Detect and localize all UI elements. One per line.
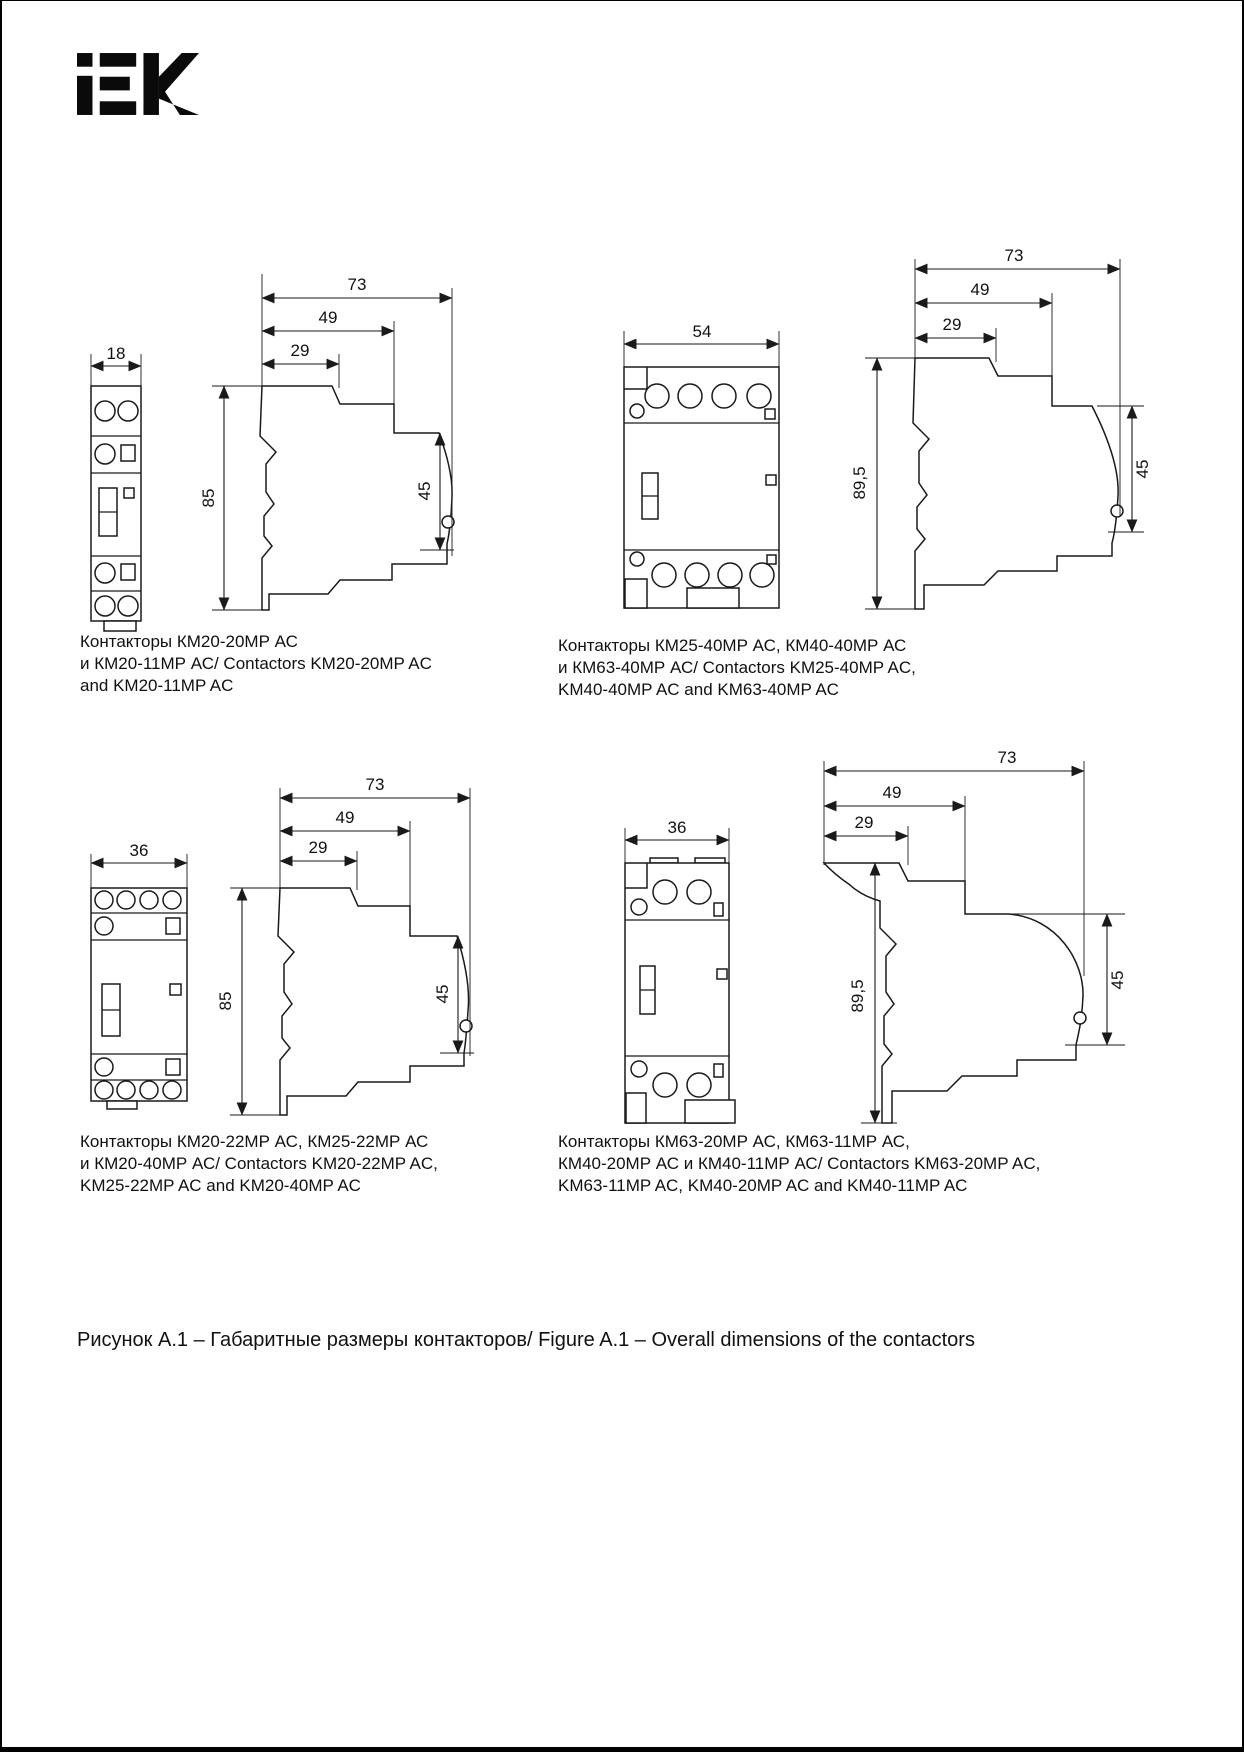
drawing-group-2 [552,211,1192,641]
g2-dim-overall-depth: 73 [1004,246,1024,265]
g2-dim-front-width: 54 [692,322,712,341]
g1-dim-mid-depth: 49 [318,308,338,327]
g4-dim-overall-depth: 73 [997,748,1017,767]
g1-dim-overall-depth: 73 [347,275,367,294]
g3-dim-front-width: 36 [129,841,149,860]
g1-dim-front-height: 45 [415,481,434,501]
caption-group-2-line1: Контакторы КМ25-40МР АС, КМ40-40МР АС [558,636,907,655]
g4-dim-mid-depth: 49 [882,783,902,802]
g1-dim-height: 85 [199,488,218,508]
caption-group-4-line2: КМ40-20МР АС и КМ40-11МР АС/ Contactors KM63-20MP AC, [558,1154,1041,1173]
caption-group-3-line3: KM25-22MP AC and KM20-40MP AC [80,1176,361,1195]
g1-dim-inner-depth: 29 [290,341,310,360]
g3-dim-height: 85 [216,991,235,1011]
iek-logo-glyphs [77,53,199,115]
caption-group-1-line2: и КМ20-11МР АС/ Contactors KM20-20MP AC [80,654,432,673]
drawing-group-4 [547,666,1202,1126]
caption-group-4 [558,1131,1040,1197]
caption-group-1-line3: and KM20-11MP AC [80,676,234,695]
g3-dim-front-height: 45 [433,984,452,1004]
g4-dim-front-width: 36 [667,818,687,837]
g2-dim-mid-depth: 49 [970,280,990,299]
g3-front-view-drawing [91,888,187,1109]
g3-dim-mid-depth: 49 [335,808,355,827]
g2-dim-inner-depth: 29 [942,315,962,334]
caption-group-3-line2: и КМ20-40МР АС/ Contactors KM20-22MP AC, [80,1154,438,1173]
g2-dim-height: 89,5 [850,466,869,500]
drawing-group-1 [62,226,512,636]
iek-logo [77,53,199,115]
g2-side-view-drawing [913,358,1123,609]
g4-front-view-drawing [625,858,735,1123]
g1-front-view-drawing [91,386,141,631]
g3-dim-inner-depth: 29 [308,838,328,857]
caption-group-4-line1: Контакторы КМ63-20МР АС, КМ63-11МР АС, [558,1132,910,1151]
caption-group-4-line3: KM63-11MP AC, KM40-20MP AC and KM40-11MP AC [558,1176,968,1195]
caption-group-2-line2: и КМ63-40МР АС/ Contactors KM25-40MP AC, [558,658,916,677]
g2-dim-front-height: 45 [1133,459,1152,479]
g1-dim-front-width: 18 [106,344,126,363]
g4-dim-front-height: 45 [1108,970,1127,990]
caption-group-3-line1: Контакторы КМ20-22МР АС, КМ25-22МР АС [80,1132,429,1151]
g4-dim-height: 89,5 [848,979,867,1013]
g3-dim-overall-depth: 73 [365,775,385,794]
g2-front-view-drawing [624,367,779,608]
drawing-group-3 [62,696,522,1121]
figure-caption: Рисунок А.1 – Габаритные размеры контакторов/ Figure A.1 – Overall dimensions of the contactors [77,1329,975,1351]
caption-group-3 [80,1131,438,1197]
caption-group-1 [80,631,432,697]
g4-dim-inner-depth: 29 [854,813,874,832]
caption-group-1-line1: Контакторы КМ20-20МР АС [80,632,298,651]
caption-group-2-line3: KM40-40MP AC and KM63-40MP AC [558,680,839,699]
